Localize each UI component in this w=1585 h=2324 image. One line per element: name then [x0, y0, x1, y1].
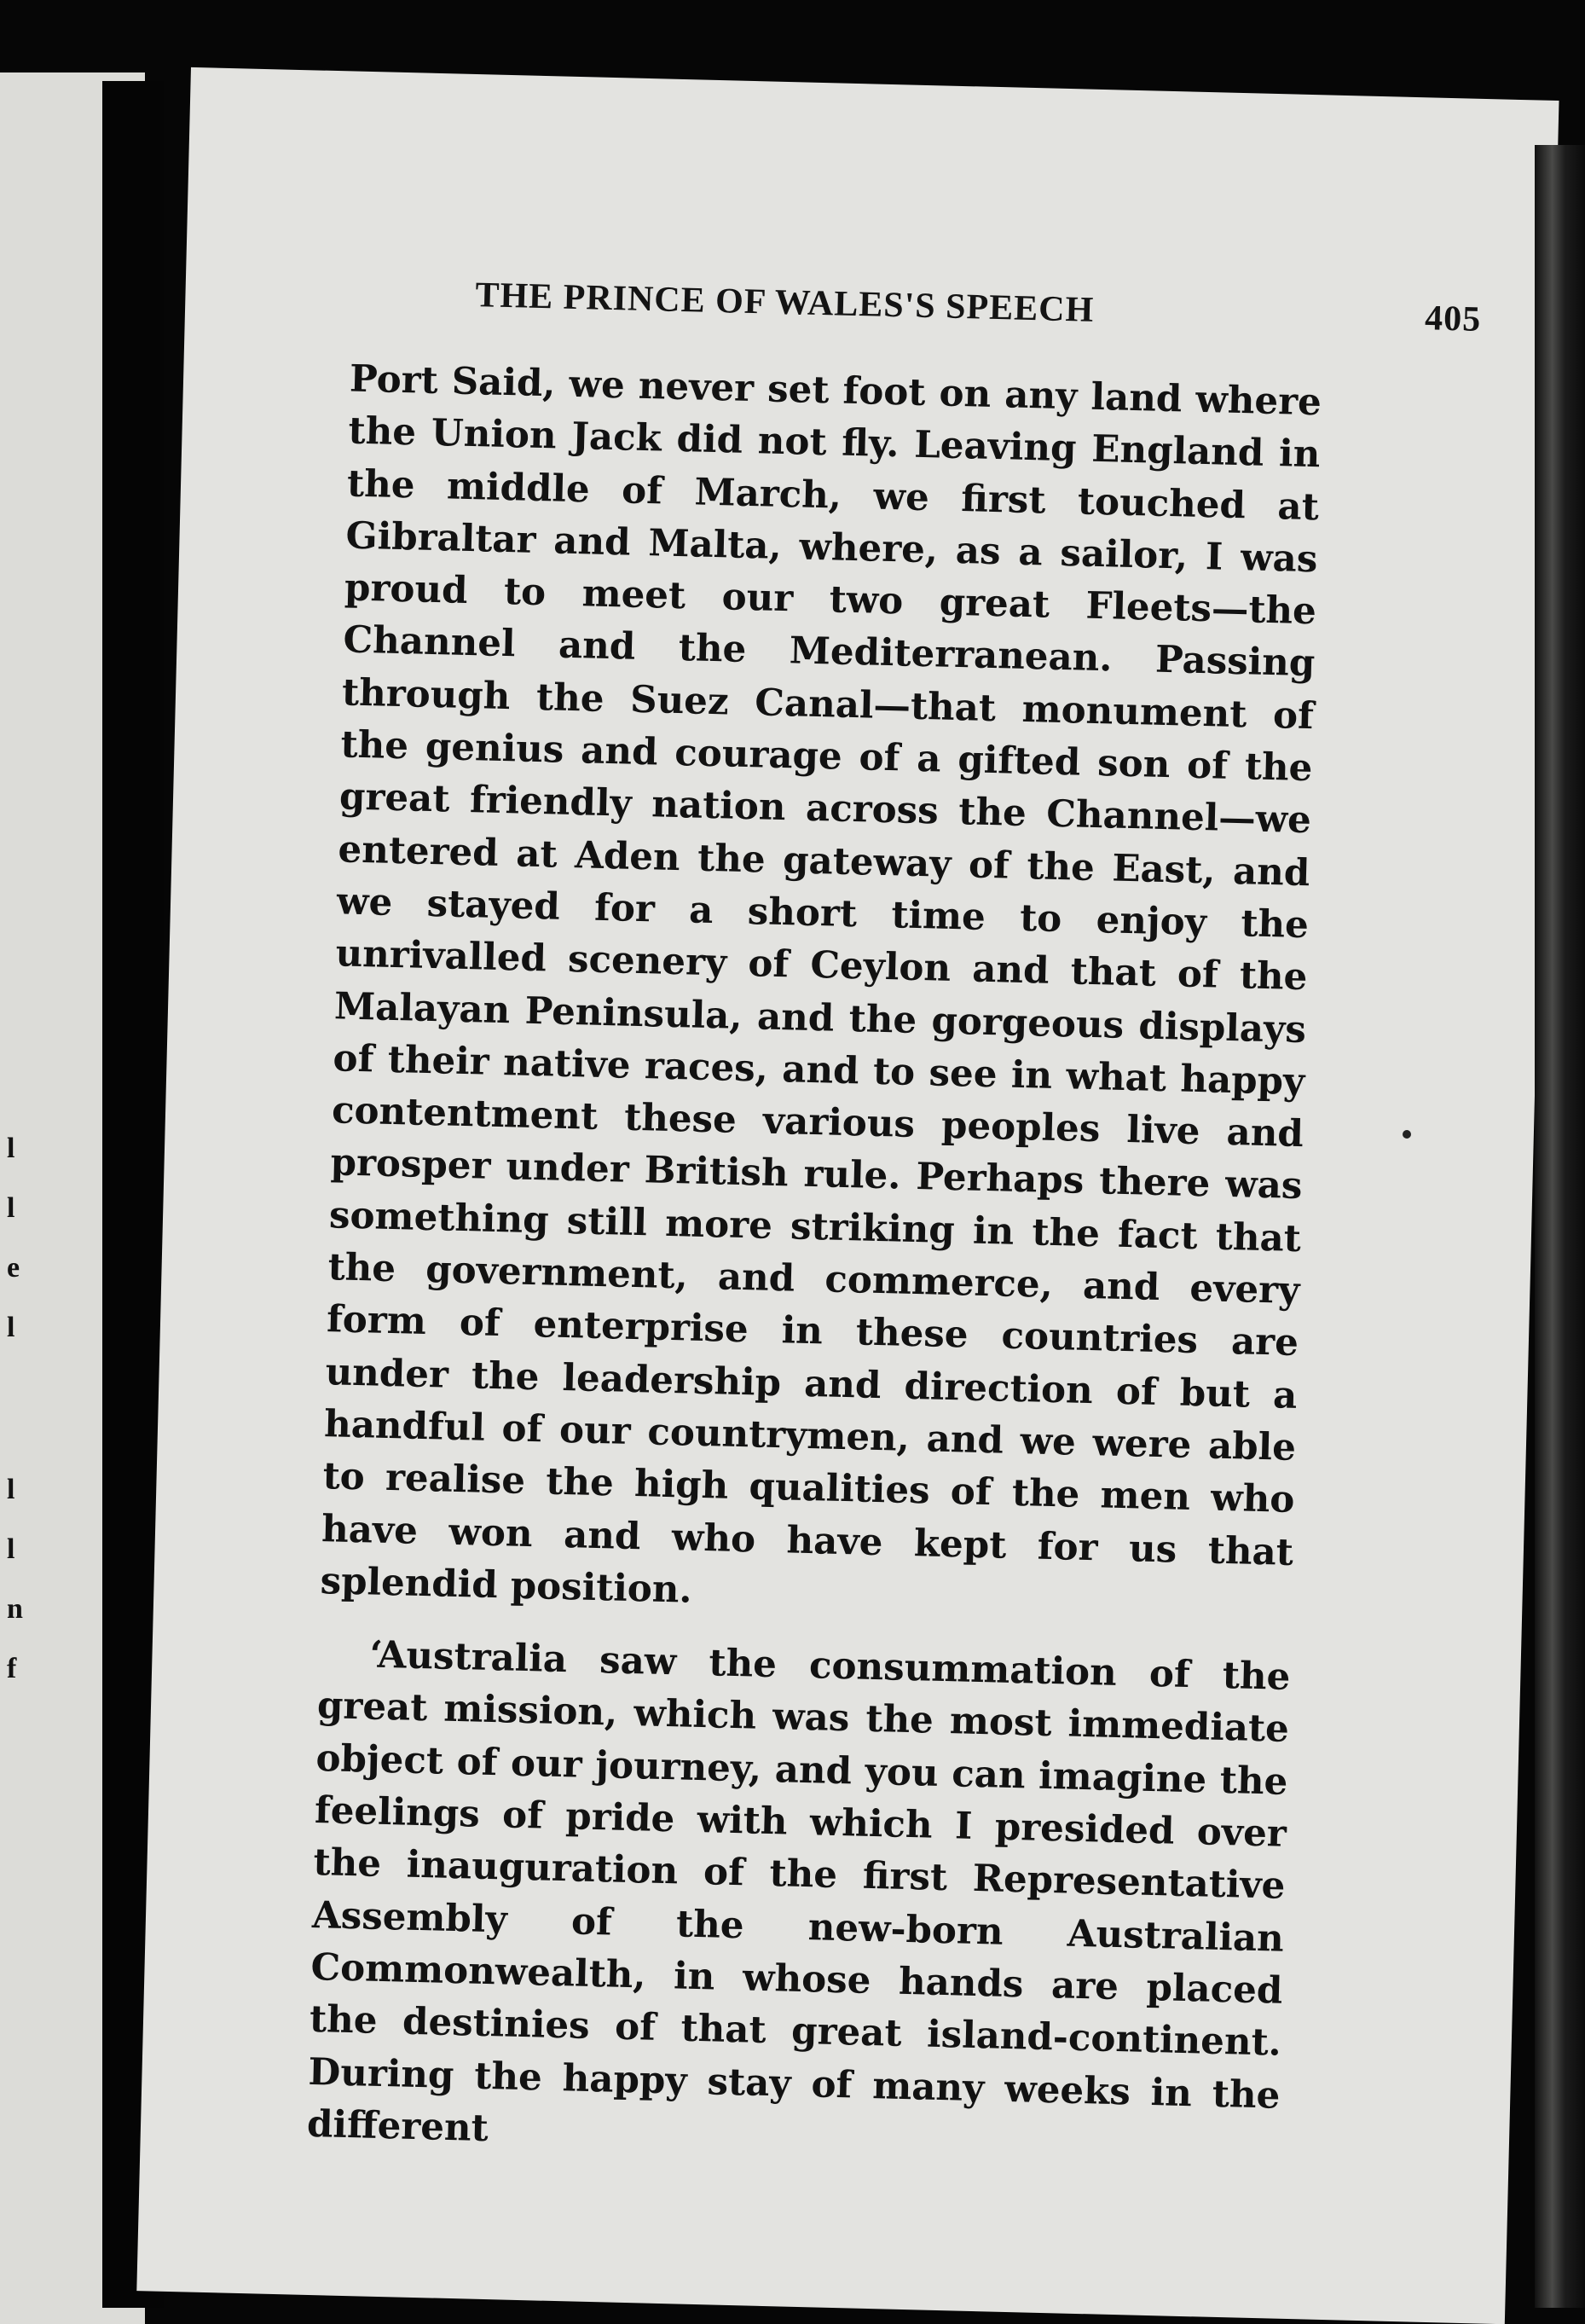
running-head	[475, 275, 1482, 339]
ink-speck	[1403, 1130, 1411, 1139]
fragment-letter: e	[7, 1252, 20, 1284]
running-head-title: THE PRINCE OF WALES'S SPEECH	[475, 275, 1095, 330]
page-stack-edge	[1535, 145, 1585, 2308]
paragraph: ‘Australia saw the consummation of the great mission, which was the most immediate object of our journey, and you can imagine the feelings of pride with which I presided over the inauguration of the first Representative Assembly of the new-born Australian Commonwealth, in whose hands are placed the destinies of that great island-continent. During the happy stay of many weeks in the different	[306, 1632, 1291, 2150]
page-number: 405	[1424, 298, 1482, 339]
fragment-letter: l	[7, 1133, 15, 1164]
fragment-letter: l	[7, 1474, 15, 1505]
facing-page-fragments	[0, 1134, 26, 1987]
fragment-letter: n	[7, 1593, 23, 1625]
fragment-letter: l	[7, 1192, 15, 1224]
fragment-letter: l	[7, 1533, 15, 1565]
fragment-letter: l	[7, 1312, 15, 1343]
paragraph: Port Said, we never set foot on any land where the Union Jack did not fly. Leaving England in the middle of March, we first touched at Gibraltar and Malta, where, as a sailor, I was proud to meet our two great Fleets—the Channel and the Mediterranean. Passing through the Suez Canal—that monument of the genius and courage of a gifted son of the great friendly nation across the Channel—we entered at Aden the gateway of the East, and we stayed for a short time to enjoy the unrivalled scenery of Ceylon and that of the Malayan Peninsula, and the gorgeous displays of their native races, and to see in what happy contentment these various peoples live and prosper under British rule. Perhaps there was something still more striking in the fact that the government, and commerce, and every form of enterprise in these countries are under the leadership and direction of but a handful of our countrymen, and we were able to realise the high qualities of the men who have won and who have kept for us that splendid position.	[320, 356, 1322, 1612]
body-text	[306, 353, 1322, 2174]
book-page	[136, 67, 1559, 2324]
fragment-letter: f	[7, 1653, 17, 1684]
